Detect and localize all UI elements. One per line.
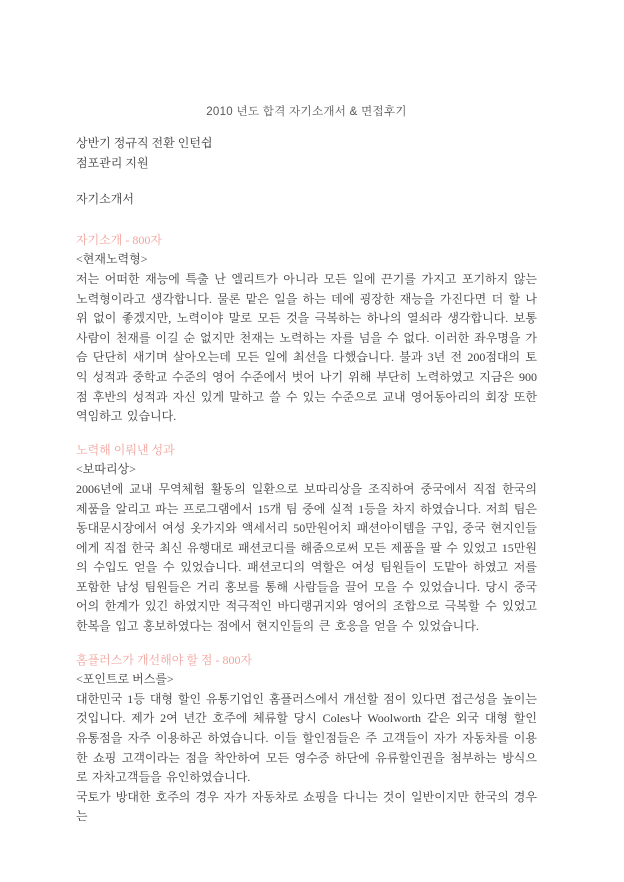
application-header — [76, 134, 537, 173]
application-header-line-1: 상반기 정규직 전환 인턴쉽 — [76, 136, 213, 150]
paragraph: 대한민국 1등 대형 할인 유통기업인 홈플러스에서 개선할 점이 있다면 접근성을 높이는 것입니다. 제가 2여 년간 호주에 체류할 당시 Coles나 Woolworth 같은 외국 대형 할인 유통점을 자주 이용하곤 하였습니다. 이들 할인점들은 주 고객들이 자가 자동차를 이용한 쇼핑 고객이라는 점을 착안하여 모든 영수증 하단에 유류할인권을 첨부하는 방식으로 자차고객들을 유인하였습니다. — [76, 691, 537, 785]
document-title: 2010 년도 합격 자기소개서 & 면접후기 — [206, 106, 407, 118]
document-content — [76, 0, 537, 827]
paragraph: 저는 어떠한 재능에 특출 난 엘리트가 아니라 모든 일에 끈기를 가지고 포기하지 않는 노력형이라고 생각합니다. 물론 맡은 일을 하는 데에 굉장한 재능을 가진다면 더 할 나위 없이 좋겠지만, 노력이야 말로 모든 것을 극복하는 하나의 열쇠라 생각합니다. 보통사람이 천재를 이길 순 없지만 천재는 노력하는 자를 넘을 수 없다. 이러한 좌우명을 가슴 단단히 새기며 살아오는데 모든 일에 최선을 다했습니다. 불과 3년 전 200점대의 토익 성적과 중학교 수준의 영어 수준에서 벗어 나기 위해 부단히 노력하였고 지금은 900점 후반의 성적과 자신 있게 말하고 쓸 수 있는 수준으로 교내 영어동아리의 회장 또한 역임하고 있습니다. — [76, 271, 537, 424]
paragraph: 2006년에 교내 무역체험 활동의 일환으로 보따리상을 조직하여 중국에서 직접 한국의 제품을 알리고 파는 프로그램에서 15개 팀 중에 실적 1등을 차지 하였습니다. 저희 팀은 동대문시장에서 여성 옷가지와 액세서리 50만원어치 패션아이템을 구입, 중국 현지인들에게 직접 한국 최신 유행대로 패션코디를 해줌으로써 모든 제품을 팔 수 있었고 15만원의 수입도 얻을 수 있었습니다. 패션코디의 역할은 여성 팀원들이 도맡아 하였고 저를 포함한 남성 팀원들은 거리 홍보를 통해 사람들을 끌어 모을 수 있었습니다. 당시 중국어의 한계가 있긴 하였지만 적극적인 바디랭귀지와 영어의 조합으로 극복할 수 있었고 한복을 입고 홍보하였다는 점에서 현지인들의 큰 호응을 얻을 수 있었습니다. — [76, 481, 537, 634]
application-header-line-2: 점포관리 지원 — [76, 155, 149, 170]
section-heading: 자기소개 - 800자 — [76, 232, 162, 247]
section-self-introduction — [76, 231, 537, 427]
section-improvements — [76, 651, 537, 827]
document-type-label: 자기소개서 — [76, 192, 134, 207]
section-heading: 홈플러스가 개선해야 할 점 - 800자 — [76, 652, 253, 667]
section-subheading: <보따리상> — [76, 462, 136, 477]
paragraph: 국토가 방대한 호주의 경우 자가 자동차로 쇼핑을 다니는 것이 일반이지만 한국의 경우는 — [76, 789, 537, 824]
section-heading: 노력해 이뤄낸 성과 — [76, 442, 175, 457]
section-subheading: <현재노력형> — [76, 252, 148, 267]
section-achievements — [76, 441, 537, 637]
section-subheading: <포인트로 버스를> — [76, 672, 174, 687]
